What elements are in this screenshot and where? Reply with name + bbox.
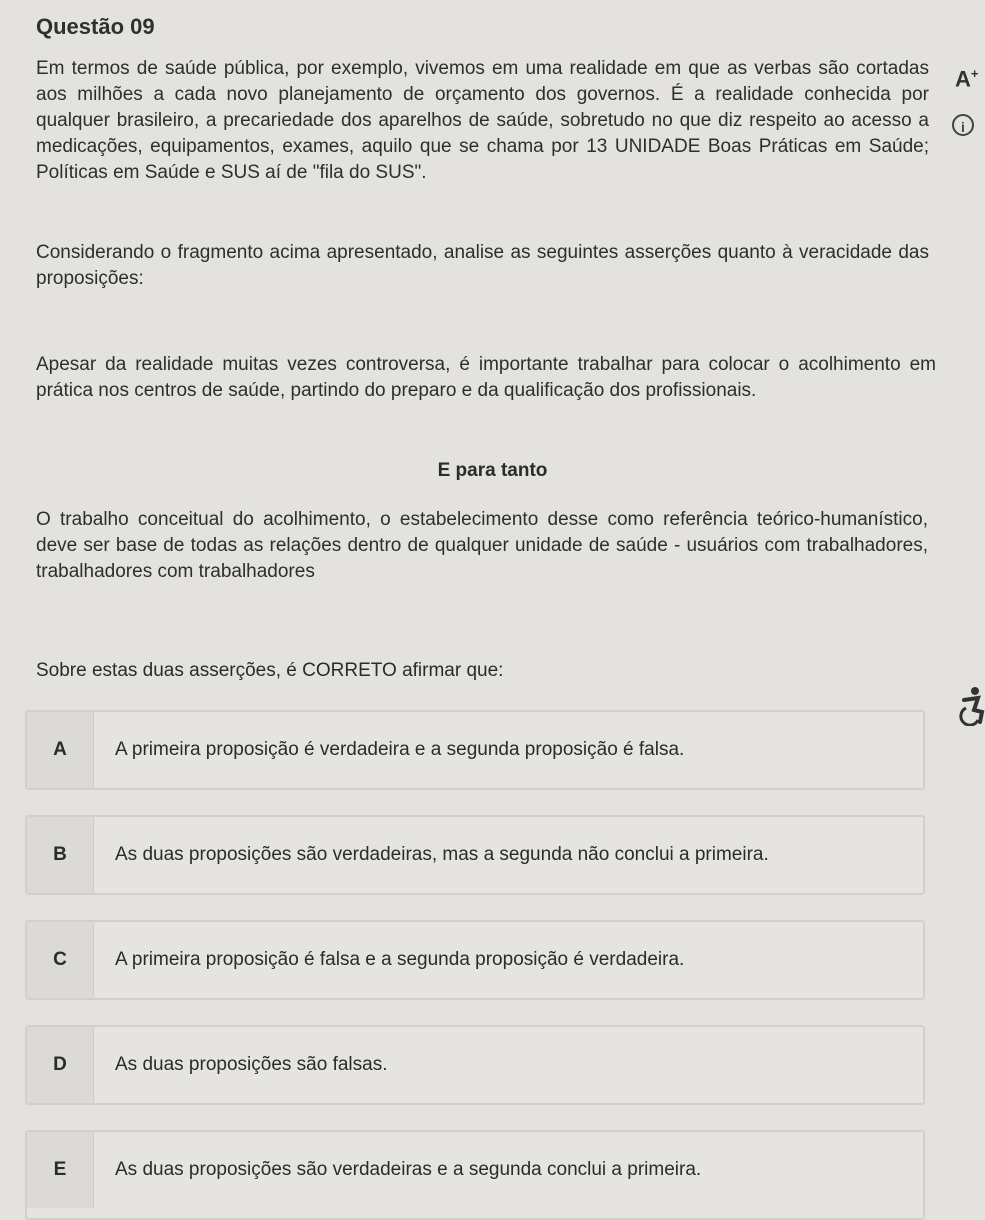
option-a[interactable] [25,710,925,790]
option-text: As duas proposições são falsas. [115,1054,388,1075]
question-title: Questão 09 [36,14,155,39]
question-prompt: Sobre estas duas asserções, é CORRETO afirmar que: [36,660,504,681]
option-text: A primeira proposição é verdadeira e a segunda proposição é falsa. [115,739,685,760]
option-text: A primeira proposição é falsa e a segunda proposição é verdadeira. [115,949,685,970]
option-d[interactable] [25,1025,925,1105]
font-size-label: A [955,66,971,92]
option-text: As duas proposições são verdadeiras e a segunda conclui a primeira. [115,1159,702,1180]
option-letter: D [27,1027,94,1103]
assertion-connector: E para tanto [437,460,548,481]
accessibility-icon[interactable] [958,686,985,726]
question-instruction-paragraph: Considerando o fragmento acima apresentado, analise as seguintes asserções quanto à veracidade das proposições: [36,242,929,289]
font-size-increase-icon[interactable] [955,66,978,92]
option-b[interactable] [25,815,925,895]
assertion-1: Apesar da realidade muitas vezes controversa, é importante trabalhar para colocar o acolhimento em prática nos centros de saúde, partindo do preparo e da qualificação dos profissionais. [36,354,936,401]
option-c[interactable] [25,920,925,1000]
option-e[interactable] [25,1130,925,1220]
assertion-2: O trabalho conceitual do acolhimento, o estabelecimento desse como referência teórico-humanístico, deve ser base de todas as relações dentro de qualquer unidade de saúde - usuários com trabalhadores, trabalhadores com trabalhadores [36,509,928,582]
option-letter: C [27,922,94,998]
option-letter: B [27,817,94,893]
option-text: As duas proposições são verdadeiras, mas a segunda não conclui a primeira. [115,844,769,865]
question-context-paragraph: Em termos de saúde pública, por exemplo, vivemos em uma realidade em que as verbas são cortadas aos milhões a cada novo planejamento de orçamento dos governos. É a realidade conhecida por qualquer brasileiro, a precariedade dos aparelhos de saúde, sobretudo no que diz respeito ao acesso a medicações, equipamentos, exames, aquilo que se chama por 13 UNIDADE Boas Práticas em Saúde; Políticas em Saúde e SUS aí de "fila do SUS". [36,58,929,183]
option-letter: E [27,1132,94,1208]
option-letter: A [27,712,94,788]
info-icon[interactable]: i [952,114,974,136]
font-size-sup: + [970,66,979,81]
